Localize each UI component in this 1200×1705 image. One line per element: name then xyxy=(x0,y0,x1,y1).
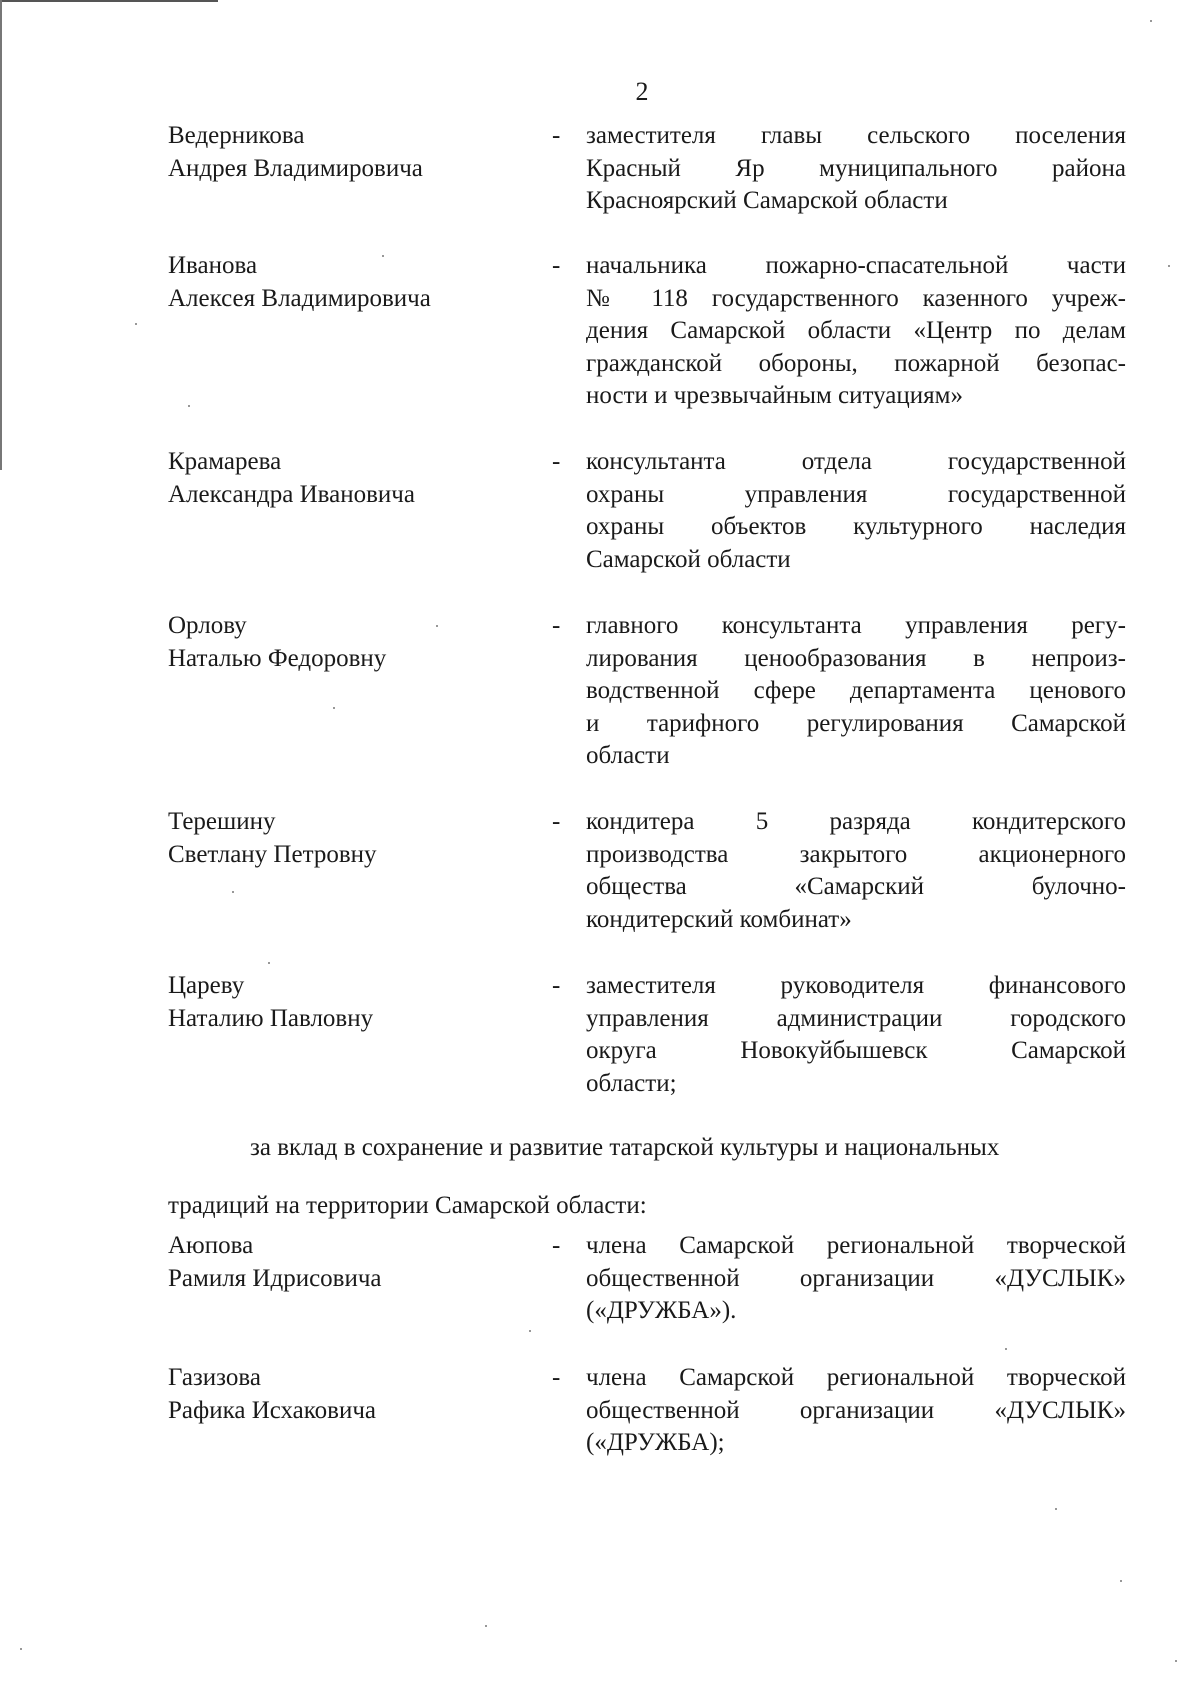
scan-speck xyxy=(135,323,137,325)
person-name-line: Крамарева xyxy=(168,448,282,475)
scan-speck xyxy=(529,1330,531,1332)
scan-speck xyxy=(1150,20,1152,22)
person-name xyxy=(168,806,528,871)
entry-dash: - xyxy=(552,252,561,279)
person-name xyxy=(168,1362,528,1427)
person-position xyxy=(586,446,1126,576)
person-position-line: гражданской обороны, пожарной безопас- xyxy=(586,349,1126,377)
person-position-line: охраны объектов культурного наследия xyxy=(586,513,1126,540)
person-name-line: Рафика Исхаковича xyxy=(168,1396,377,1424)
person-name-line: Цареву xyxy=(168,972,245,999)
person-name-line: Терешину xyxy=(168,808,276,835)
person-position-line: области; xyxy=(586,1069,677,1097)
person-position-line: № 118 государственного казенного учреж- xyxy=(586,284,1126,312)
scan-speck xyxy=(1005,1348,1007,1350)
person-position-line: кондитера 5 разряда кондитерского xyxy=(586,808,1126,835)
person-position-line: главного консультанта управления регу- xyxy=(586,612,1126,639)
person-position-line: охраны управления государственной xyxy=(586,480,1126,508)
page-number: 2 xyxy=(635,77,649,106)
person-name-line: Алексея Владимировича xyxy=(168,284,431,312)
scan-speck xyxy=(436,625,438,627)
person-position xyxy=(586,610,1126,773)
person-name xyxy=(168,970,528,1035)
entry-dash: - xyxy=(552,122,561,149)
person-position xyxy=(586,970,1126,1100)
person-name xyxy=(168,250,528,315)
person-position-line: начальника пожарно-спасательной части xyxy=(586,252,1126,279)
person-position-line: члена Самарской региональной творческой xyxy=(586,1232,1126,1259)
person-position-line: Красноярский Самарской области xyxy=(586,187,948,214)
person-position-line: («ДРУЖБА); xyxy=(586,1429,725,1456)
scan-speck xyxy=(1055,1508,1057,1510)
entry-dash: - xyxy=(552,448,561,475)
person-position-line: заместителя главы сельского поселения xyxy=(586,122,1126,149)
entry-dash: - xyxy=(552,1364,561,1391)
person-position-line: округа Новокуйбышевск Самарской xyxy=(586,1037,1126,1064)
person-position-line: общества «Самарский булочно- xyxy=(586,873,1126,900)
person-position-line: и тарифного регулирования Самарской xyxy=(586,709,1126,737)
person-name xyxy=(168,1230,528,1295)
person-position xyxy=(586,120,1126,218)
scan-edge-left xyxy=(0,0,2,470)
person-position-line: водственной сфере департамента ценового xyxy=(586,677,1126,704)
entry-dash: - xyxy=(552,972,561,999)
person-position xyxy=(586,806,1126,936)
person-position-line: общественной организации «ДУСЛЫК» xyxy=(586,1264,1126,1292)
scan-speck xyxy=(20,1648,22,1650)
person-position-line: лирования ценообразования в непроиз- xyxy=(586,644,1126,672)
entry-dash: - xyxy=(552,1232,561,1259)
scan-edge-top xyxy=(0,0,218,2)
person-name-line: Иванова xyxy=(168,252,258,279)
person-name-line: Газизова xyxy=(168,1364,261,1391)
scan-speck xyxy=(1168,265,1170,267)
person-name xyxy=(168,120,528,185)
person-position xyxy=(586,1230,1126,1328)
person-position-line: консультанта отдела государственной xyxy=(586,448,1126,475)
section-heading-line-2: традиций на территории Самарской области: xyxy=(168,1192,647,1219)
scan-speck xyxy=(232,891,234,893)
person-name-line: Ведерникова xyxy=(168,122,305,149)
person-position xyxy=(586,250,1126,413)
section-heading-line-1: за вклад в сохранение и развитие татарской культуры и национальных xyxy=(250,1134,1000,1161)
entry-dash: - xyxy=(552,612,561,639)
person-position-line: заместителя руководителя финансового xyxy=(586,972,1126,999)
scan-speck xyxy=(268,962,270,964)
scan-speck xyxy=(382,255,384,257)
person-name-line: Рамиля Идрисовича xyxy=(168,1264,382,1292)
scan-speck xyxy=(1120,1580,1122,1582)
person-name-line: Наталью Федоровну xyxy=(168,644,387,672)
scan-speck xyxy=(333,707,335,709)
person-position-line: Красный Яр муниципального района xyxy=(586,154,1126,182)
person-name-line: Александра Ивановича xyxy=(168,480,415,508)
person-name-line: Наталию Павловну xyxy=(168,1004,374,1032)
entry-dash: - xyxy=(552,808,561,835)
person-name-line: Андрея Владимировича xyxy=(168,154,423,182)
person-position-line: управления администрации городского xyxy=(586,1004,1126,1032)
person-position-line: дения Самарской области «Центр по делам xyxy=(586,317,1126,344)
person-position-line: области xyxy=(586,742,670,769)
person-name xyxy=(168,446,528,511)
person-position-line: («ДРУЖБА»). xyxy=(586,1297,737,1324)
person-name-line: Аюпова xyxy=(168,1232,254,1259)
person-position-line: производства закрытого акционерного xyxy=(586,840,1126,868)
person-position-line: члена Самарской региональной творческой xyxy=(586,1364,1126,1391)
scan-speck xyxy=(188,405,190,407)
person-name-line: Светлану Петровну xyxy=(168,840,377,868)
scan-speck xyxy=(485,1625,487,1627)
person-position-line: кондитерский комбинат» xyxy=(586,905,852,933)
person-position xyxy=(586,1362,1126,1460)
person-name xyxy=(168,610,528,675)
scan-speck xyxy=(1175,1660,1177,1662)
person-position-line: общественной организации «ДУСЛЫК» xyxy=(586,1396,1126,1424)
person-name-line: Орлову xyxy=(168,612,247,639)
person-position-line: Самарской области xyxy=(586,545,791,573)
person-position-line: ности и чрезвычайным ситуациям» xyxy=(586,382,963,409)
